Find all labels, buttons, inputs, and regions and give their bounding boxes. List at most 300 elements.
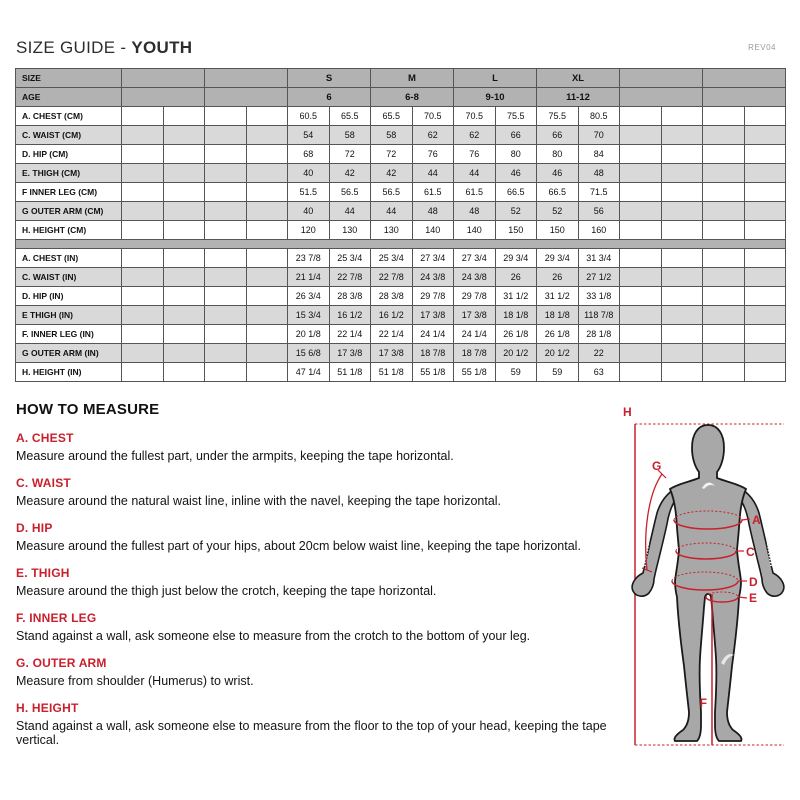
empty-cell <box>744 249 786 268</box>
row-label-cell: SIZE <box>16 69 122 88</box>
value-cell: 72 <box>329 145 371 164</box>
empty-cell <box>661 344 703 363</box>
measurement-figure <box>616 398 796 770</box>
value-cell: 18 7/8 <box>454 344 496 363</box>
value-cell: 59 <box>537 363 579 382</box>
page-title <box>16 38 192 58</box>
empty-cell <box>122 164 164 183</box>
empty-cell <box>246 107 288 126</box>
separator-row <box>16 240 786 249</box>
measure-heading: C. WAIST <box>16 476 71 490</box>
figure-label-height: H <box>623 405 632 419</box>
empty-cell <box>703 164 745 183</box>
measure-list <box>16 431 628 747</box>
figure-label-waist: C <box>746 545 755 559</box>
row-label-cell: H. HEIGHT (CM) <box>16 221 122 240</box>
empty-cell <box>744 287 786 306</box>
empty-cell <box>205 287 247 306</box>
row-label-cell: D. HIP (IN) <box>16 287 122 306</box>
right-arm <box>736 486 784 596</box>
empty-cell <box>163 344 205 363</box>
empty-cell <box>744 145 786 164</box>
empty-cell <box>122 126 164 145</box>
measure-item <box>16 566 628 598</box>
empty-cell <box>205 88 288 107</box>
value-cell: 51 1/8 <box>329 363 371 382</box>
figure-label-hip: D <box>749 575 758 589</box>
empty-cell <box>122 145 164 164</box>
empty-cell <box>620 126 662 145</box>
empty-cell <box>246 183 288 202</box>
value-cell: 20 1/2 <box>495 344 537 363</box>
row-label-cell: A. CHEST (IN) <box>16 249 122 268</box>
value-cell: 44 <box>371 202 413 221</box>
value-cell: 26 3/4 <box>288 287 330 306</box>
empty-cell <box>205 126 247 145</box>
value-cell: 140 <box>454 221 496 240</box>
value-cell: 6 <box>288 88 371 107</box>
measure-item <box>16 431 628 463</box>
empty-cell <box>163 183 205 202</box>
measure-description: Stand against a wall, ask someone else to measure from the floor to the top of your head, keeping the tape vertical. <box>16 719 607 747</box>
empty-cell <box>122 202 164 221</box>
measure-heading: E. THIGH <box>16 566 70 580</box>
value-cell: L <box>454 69 537 88</box>
table-header-row-age <box>16 88 786 107</box>
empty-cell <box>620 164 662 183</box>
table-row <box>16 325 786 344</box>
revision-code: REV04 <box>748 43 776 52</box>
row-label-cell: F. INNER LEG (IN) <box>16 325 122 344</box>
value-cell: 44 <box>412 164 454 183</box>
value-cell: 65.5 <box>329 107 371 126</box>
measure-item <box>16 476 628 508</box>
value-cell: 15 6/8 <box>288 344 330 363</box>
table-row <box>16 306 786 325</box>
row-label-cell: A. CHEST (CM) <box>16 107 122 126</box>
measure-heading: G. OUTER ARM <box>16 656 107 670</box>
empty-cell <box>205 202 247 221</box>
empty-cell <box>744 183 786 202</box>
value-cell: 59 <box>495 363 537 382</box>
figure-label-inner-leg: F <box>699 696 707 710</box>
empty-cell <box>122 306 164 325</box>
value-cell: 118 7/8 <box>578 306 620 325</box>
empty-cell <box>246 145 288 164</box>
empty-cell <box>661 107 703 126</box>
measure-heading: D. HIP <box>16 521 53 535</box>
empty-cell <box>620 145 662 164</box>
value-cell: 40 <box>288 202 330 221</box>
empty-cell <box>246 164 288 183</box>
value-cell: 26 <box>537 268 579 287</box>
value-cell: M <box>371 69 454 88</box>
value-cell: 80.5 <box>578 107 620 126</box>
value-cell: 26 1/8 <box>495 325 537 344</box>
value-cell: 56.5 <box>329 183 371 202</box>
empty-cell <box>246 202 288 221</box>
empty-cell <box>661 164 703 183</box>
value-cell: 58 <box>329 126 371 145</box>
empty-cell <box>205 183 247 202</box>
value-cell: 18 1/8 <box>537 306 579 325</box>
empty-cell <box>163 145 205 164</box>
empty-cell <box>661 306 703 325</box>
empty-cell <box>703 145 745 164</box>
empty-cell <box>620 344 662 363</box>
value-cell: 22 1/4 <box>371 325 413 344</box>
empty-cell <box>246 363 288 382</box>
value-cell: 68 <box>288 145 330 164</box>
value-cell: 44 <box>329 202 371 221</box>
value-cell: 22 1/4 <box>329 325 371 344</box>
value-cell: 29 7/8 <box>412 287 454 306</box>
value-cell: 29 7/8 <box>454 287 496 306</box>
empty-cell <box>205 306 247 325</box>
measure-heading: H. HEIGHT <box>16 701 79 715</box>
value-cell: 18 1/8 <box>495 306 537 325</box>
empty-cell <box>703 183 745 202</box>
row-label-cell: H. HEIGHT (IN) <box>16 363 122 382</box>
value-cell: 160 <box>578 221 620 240</box>
empty-cell <box>163 202 205 221</box>
table-row <box>16 202 786 221</box>
empty-cell <box>744 344 786 363</box>
empty-cell <box>246 287 288 306</box>
value-cell: 20 1/8 <box>288 325 330 344</box>
empty-cell <box>661 202 703 221</box>
measure-description: Measure around the natural waist line, inline with the navel, keeping the tape horizontal. <box>16 494 502 508</box>
value-cell: 16 1/2 <box>371 306 413 325</box>
value-cell: 61.5 <box>454 183 496 202</box>
separator-cell <box>16 240 786 249</box>
empty-cell <box>620 325 662 344</box>
empty-cell <box>122 325 164 344</box>
empty-cell <box>122 249 164 268</box>
empty-cell <box>703 287 745 306</box>
value-cell: 27 1/2 <box>578 268 620 287</box>
table-row <box>16 363 786 382</box>
empty-cell <box>246 306 288 325</box>
value-cell: 55 1/8 <box>454 363 496 382</box>
value-cell: 33 1/8 <box>578 287 620 306</box>
measure-item <box>16 656 628 688</box>
empty-cell <box>744 363 786 382</box>
empty-cell <box>205 69 288 88</box>
value-cell: 70.5 <box>412 107 454 126</box>
empty-cell <box>620 221 662 240</box>
body-silhouette <box>670 425 746 741</box>
empty-cell <box>661 287 703 306</box>
value-cell: 6-8 <box>371 88 454 107</box>
value-cell: 48 <box>578 164 620 183</box>
how-to-measure-title: HOW TO MEASURE <box>16 401 160 418</box>
value-cell: 140 <box>412 221 454 240</box>
empty-cell <box>661 183 703 202</box>
value-cell: 65.5 <box>371 107 413 126</box>
value-cell: 28 3/8 <box>329 287 371 306</box>
value-cell: 70 <box>578 126 620 145</box>
empty-cell <box>163 107 205 126</box>
value-cell: 130 <box>329 221 371 240</box>
row-label-cell: C. WAIST (IN) <box>16 268 122 287</box>
value-cell: 75.5 <box>537 107 579 126</box>
size-table-body <box>16 69 786 382</box>
value-cell: 16 1/2 <box>329 306 371 325</box>
empty-cell <box>703 126 745 145</box>
empty-cell <box>703 221 745 240</box>
value-cell: 24 3/8 <box>454 268 496 287</box>
empty-cell <box>661 363 703 382</box>
value-cell: 29 3/4 <box>537 249 579 268</box>
table-row <box>16 107 786 126</box>
empty-cell <box>205 249 247 268</box>
empty-cell <box>661 126 703 145</box>
measure-description: Measure around the fullest part, under the armpits, keeping the tape horizontal. <box>16 449 454 463</box>
empty-cell <box>661 268 703 287</box>
figure-label-outer-arm: G <box>652 459 662 473</box>
empty-cell <box>246 249 288 268</box>
empty-cell <box>744 164 786 183</box>
value-cell: 150 <box>537 221 579 240</box>
row-label-cell: C. WAIST (CM) <box>16 126 122 145</box>
table-row <box>16 249 786 268</box>
empty-cell <box>703 363 745 382</box>
value-cell: 66 <box>495 126 537 145</box>
empty-cell <box>122 268 164 287</box>
value-cell: 44 <box>454 164 496 183</box>
value-cell: 61.5 <box>412 183 454 202</box>
value-cell: 52 <box>495 202 537 221</box>
empty-cell <box>122 287 164 306</box>
empty-cell <box>703 306 745 325</box>
empty-cell <box>246 221 288 240</box>
empty-cell <box>122 69 205 88</box>
value-cell: 29 3/4 <box>495 249 537 268</box>
empty-cell <box>246 268 288 287</box>
size-guide-table <box>15 68 786 382</box>
value-cell: 54 <box>288 126 330 145</box>
value-cell: 9-10 <box>454 88 537 107</box>
value-cell: 26 <box>495 268 537 287</box>
empty-cell <box>163 306 205 325</box>
empty-cell <box>703 268 745 287</box>
value-cell: 18 7/8 <box>412 344 454 363</box>
measure-description: Measure from shoulder (Humerus) to wrist. <box>16 674 254 688</box>
value-cell: 47 1/4 <box>288 363 330 382</box>
value-cell: 66 <box>537 126 579 145</box>
body-diagram <box>616 398 796 770</box>
row-label-cell: G OUTER ARM (CM) <box>16 202 122 221</box>
value-cell: 66.5 <box>495 183 537 202</box>
value-cell: 31 1/2 <box>537 287 579 306</box>
value-cell: 70.5 <box>454 107 496 126</box>
value-cell: 25 3/4 <box>371 249 413 268</box>
empty-cell <box>246 344 288 363</box>
value-cell: 150 <box>495 221 537 240</box>
value-cell: 58 <box>371 126 413 145</box>
empty-cell <box>122 183 164 202</box>
empty-cell <box>205 221 247 240</box>
empty-cell <box>205 268 247 287</box>
row-label-cell: E. THIGH (CM) <box>16 164 122 183</box>
value-cell: 56.5 <box>371 183 413 202</box>
value-cell: 75.5 <box>495 107 537 126</box>
figure-label-thigh: E <box>749 591 758 605</box>
value-cell: 66.5 <box>537 183 579 202</box>
empty-cell <box>703 325 745 344</box>
table-row <box>16 221 786 240</box>
empty-cell <box>744 268 786 287</box>
table-row <box>16 145 786 164</box>
empty-cell <box>744 202 786 221</box>
value-cell: 24 3/8 <box>412 268 454 287</box>
empty-cell <box>703 69 786 88</box>
measure-description: Measure around the fullest part of your hips, about 20cm below waist line, keeping the tape horizontal. <box>16 539 581 553</box>
empty-cell <box>661 325 703 344</box>
measure-description: Measure around the thigh just below the crotch, keeping the tape horizontal. <box>16 584 437 598</box>
empty-cell <box>744 126 786 145</box>
value-cell: 120 <box>288 221 330 240</box>
empty-cell <box>620 69 703 88</box>
value-cell: 52 <box>537 202 579 221</box>
figure-label-chest: A <box>752 513 761 527</box>
value-cell: 84 <box>578 145 620 164</box>
empty-cell <box>744 306 786 325</box>
empty-cell <box>163 249 205 268</box>
empty-cell <box>661 249 703 268</box>
empty-cell <box>163 268 205 287</box>
empty-cell <box>620 287 662 306</box>
empty-cell <box>122 344 164 363</box>
empty-cell <box>205 344 247 363</box>
table-row <box>16 183 786 202</box>
value-cell: 26 1/8 <box>537 325 579 344</box>
value-cell: 71.5 <box>578 183 620 202</box>
page-title-category: YOUTH <box>131 38 193 57</box>
empty-cell <box>620 183 662 202</box>
empty-cell <box>122 221 164 240</box>
value-cell: 51.5 <box>288 183 330 202</box>
value-cell: 22 <box>578 344 620 363</box>
empty-cell <box>620 202 662 221</box>
measure-item <box>16 521 628 553</box>
value-cell: 27 3/4 <box>412 249 454 268</box>
value-cell: 56 <box>578 202 620 221</box>
value-cell: 60.5 <box>288 107 330 126</box>
value-cell: 46 <box>537 164 579 183</box>
row-label-cell: AGE <box>16 88 122 107</box>
value-cell: 76 <box>412 145 454 164</box>
value-cell: 130 <box>371 221 413 240</box>
empty-cell <box>620 88 703 107</box>
value-cell: 17 3/8 <box>329 344 371 363</box>
value-cell: 80 <box>495 145 537 164</box>
row-label-cell: D. HIP (CM) <box>16 145 122 164</box>
value-cell: 46 <box>495 164 537 183</box>
table-row <box>16 164 786 183</box>
value-cell: 63 <box>578 363 620 382</box>
value-cell: 48 <box>412 202 454 221</box>
empty-cell <box>122 88 205 107</box>
value-cell: 80 <box>537 145 579 164</box>
value-cell: 11-12 <box>537 88 620 107</box>
value-cell: 25 3/4 <box>329 249 371 268</box>
value-cell: 62 <box>454 126 496 145</box>
empty-cell <box>744 325 786 344</box>
value-cell: 28 3/8 <box>371 287 413 306</box>
value-cell: 42 <box>371 164 413 183</box>
how-to-measure-section <box>16 401 628 760</box>
value-cell: 62 <box>412 126 454 145</box>
value-cell: 22 7/8 <box>329 268 371 287</box>
measure-heading: F. INNER LEG <box>16 611 97 625</box>
empty-cell <box>205 164 247 183</box>
value-cell: 22 7/8 <box>371 268 413 287</box>
table-row <box>16 126 786 145</box>
empty-cell <box>620 268 662 287</box>
value-cell: 23 7/8 <box>288 249 330 268</box>
empty-cell <box>122 107 164 126</box>
empty-cell <box>163 287 205 306</box>
value-cell: 42 <box>329 164 371 183</box>
value-cell: S <box>288 69 371 88</box>
empty-cell <box>620 306 662 325</box>
value-cell: 28 1/8 <box>578 325 620 344</box>
empty-cell <box>620 363 662 382</box>
measure-item <box>16 701 628 747</box>
empty-cell <box>205 107 247 126</box>
value-cell: 17 3/8 <box>371 344 413 363</box>
empty-cell <box>703 107 745 126</box>
value-cell: 72 <box>371 145 413 164</box>
value-cell: 55 1/8 <box>412 363 454 382</box>
empty-cell <box>661 145 703 164</box>
empty-cell <box>620 107 662 126</box>
measure-description: Stand against a wall, ask someone else to measure from the crotch to the bottom of your leg. <box>16 629 531 643</box>
empty-cell <box>620 249 662 268</box>
value-cell: 15 3/4 <box>288 306 330 325</box>
table-header-row-size <box>16 69 786 88</box>
empty-cell <box>163 363 205 382</box>
table-row <box>16 268 786 287</box>
empty-cell <box>703 202 745 221</box>
measure-heading: A. CHEST <box>16 431 74 445</box>
empty-cell <box>163 221 205 240</box>
value-cell: 17 3/8 <box>412 306 454 325</box>
table-row <box>16 287 786 306</box>
value-cell: 31 3/4 <box>578 249 620 268</box>
value-cell: 51 1/8 <box>371 363 413 382</box>
empty-cell <box>703 88 786 107</box>
value-cell: 48 <box>454 202 496 221</box>
empty-cell <box>122 363 164 382</box>
empty-cell <box>703 249 745 268</box>
value-cell: 27 3/4 <box>454 249 496 268</box>
value-cell: 21 1/4 <box>288 268 330 287</box>
value-cell: 20 1/2 <box>537 344 579 363</box>
empty-cell <box>744 221 786 240</box>
value-cell: XL <box>537 69 620 88</box>
empty-cell <box>163 325 205 344</box>
empty-cell <box>163 126 205 145</box>
empty-cell <box>205 325 247 344</box>
table-row <box>16 344 786 363</box>
empty-cell <box>246 325 288 344</box>
measure-item <box>16 611 628 643</box>
page-title-prefix: SIZE GUIDE - <box>16 38 132 57</box>
value-cell: 40 <box>288 164 330 183</box>
